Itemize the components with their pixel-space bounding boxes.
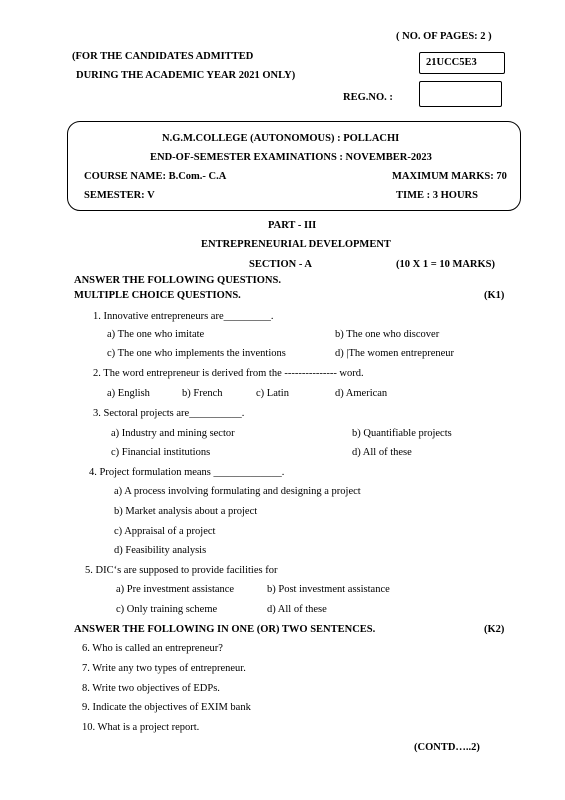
q5-option-b: b) Post investment assistance [267, 584, 390, 595]
max-marks: MAXIMUM MARKS: 70 [392, 171, 507, 182]
q2-option-d: d) American [335, 388, 388, 399]
q3-option-c: c) Financial institutions [111, 447, 211, 458]
question-8: 8. Write two objectives of EDPs. [82, 683, 220, 694]
knowledge-level-k2: (K2) [484, 624, 505, 635]
college-name: N.G.M.COLLEGE (AUTONOMOUS) : POLLACHI [162, 133, 400, 144]
reg-no-box [419, 81, 502, 107]
q2-option-b: b) French [182, 388, 223, 399]
q1-option-b: b) The one who discover [335, 329, 440, 340]
q4-option-c: c) Appraisal of a project [114, 526, 216, 537]
subject-title: ENTREPRENEURIAL DEVELOPMENT [201, 239, 391, 250]
continued-marker: (CONTD…..2) [414, 742, 480, 753]
q1-option-d: d) |The women entrepreneur [335, 348, 455, 359]
section-label: SECTION - A [249, 259, 313, 270]
exam-time: TIME : 3 HOURS [396, 190, 478, 201]
candidates-line-1: (FOR THE CANDIDATES ADMITTED [72, 51, 254, 62]
instruction-answer: ANSWER THE FOLLOWING QUESTIONS. [74, 275, 281, 286]
exam-title: END-OF-SEMESTER EXAMINATIONS : NOVEMBER-2023 [150, 152, 432, 163]
candidates-line-2: DURING THE ACADEMIC YEAR 2021 ONLY) [76, 70, 296, 81]
q5-option-d: d) All of these [267, 604, 327, 615]
semester: SEMESTER: V [84, 190, 155, 201]
question-6: 6. Who is called an entrepreneur? [82, 643, 223, 654]
q5-option-c: c) Only training scheme [116, 604, 218, 615]
instruction-short-answer: ANSWER THE FOLLOWING IN ONE (OR) TWO SENTENCES. [74, 624, 376, 635]
part-label: PART - III [268, 220, 317, 231]
question-2: 2. The word entrepreneur is derived from the --------------- word. [93, 368, 364, 379]
question-5: 5. DIC‘s are supposed to provide facilities for [85, 565, 278, 576]
q4-option-b: b) Market analysis about a project [114, 506, 258, 517]
question-3: 3. Sectoral projects are__________. [93, 408, 245, 419]
q2-option-a: a) English [107, 388, 150, 399]
knowledge-level-k1: (K1) [484, 290, 505, 301]
course-name: COURSE NAME: B.Com.- C.A [84, 171, 227, 182]
page-count: ( NO. OF PAGES: 2 ) [396, 31, 492, 42]
q2-option-c: c) Latin [256, 388, 289, 399]
question-9: 9. Indicate the objectives of EXIM bank [82, 702, 251, 713]
q3-option-d: d) All of these [352, 447, 412, 458]
q3-option-b: b) Quantifiable projects [352, 428, 452, 439]
q1-option-c: c) The one who implements the inventions [107, 348, 286, 359]
q4-option-a: a) A process involving formulating and designing a project [114, 486, 361, 497]
q3-option-a: a) Industry and mining sector [111, 428, 235, 439]
q4-option-d: d) Feasibility analysis [114, 545, 207, 556]
q5-option-a: a) Pre investment assistance [116, 584, 235, 595]
question-10: 10. What is a project report. [82, 722, 200, 733]
question-1: 1. Innovative entrepreneurs are_________. [93, 311, 274, 322]
instruction-mcq: MULTIPLE CHOICE QUESTIONS. [74, 290, 241, 301]
subject-code-box: 21UCC5E3 [419, 52, 505, 74]
reg-no-label: REG.NO. : [343, 92, 393, 103]
section-marks: (10 X 1 = 10 MARKS) [396, 259, 496, 270]
question-7: 7. Write any two types of entrepreneur. [82, 663, 246, 674]
q1-option-a: a) The one who imitate [107, 329, 205, 340]
question-4: 4. Project formulation means _____________. [89, 467, 285, 478]
